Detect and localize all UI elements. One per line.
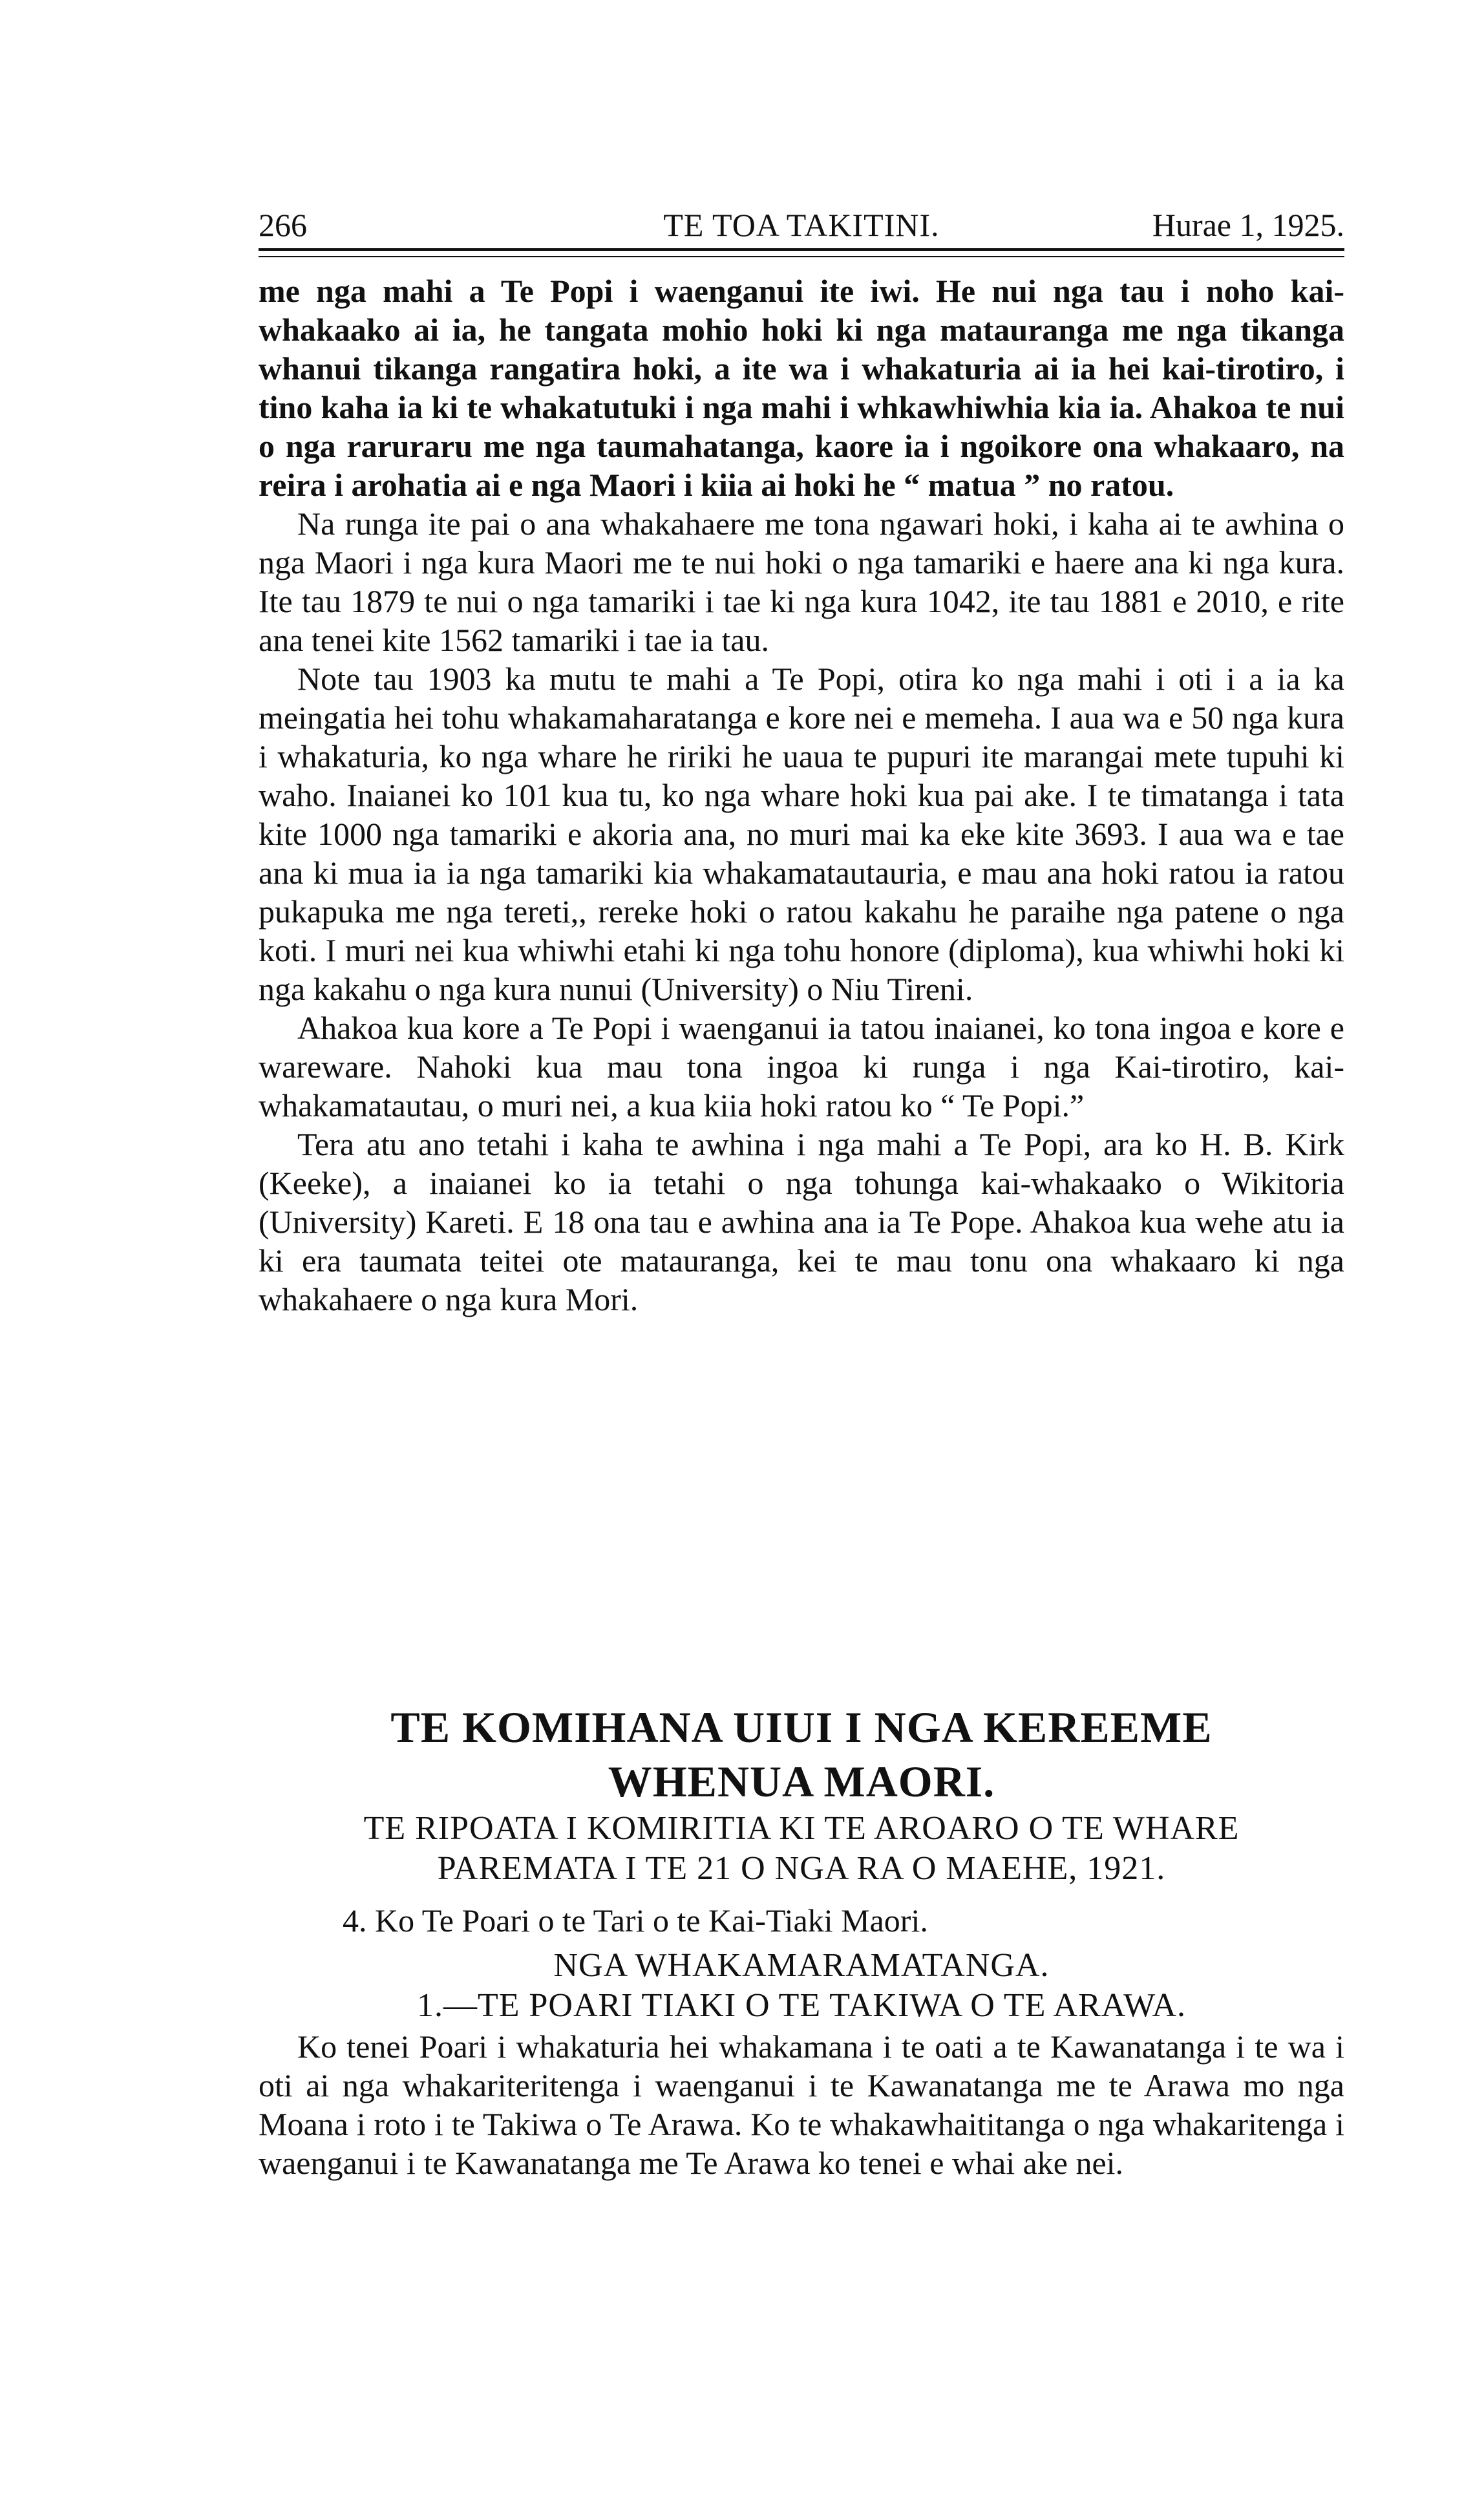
header-rule-thick bbox=[259, 248, 1344, 251]
paragraph-5: Tera atu ano tetahi i kaha te awhina i nga mahi a Te Popi, ara ko H. B. Kirk (Keeke), a inaianei ko ia tetahi o nga tohunga kai-whakaako o Wikitoria (University) Kareti. E 18 ona tau e awhina ana ia Te Pope. Ahakoa kua wehe atu ia ki era taumata teitei ote matauranga, kei te mau tonu ona whakaaro ki nga whakahaere o nga kura Mori. bbox=[259, 1126, 1344, 1317]
subheading-1: NGA WHAKAMARAMATANGA. bbox=[553, 1947, 1050, 1984]
final-section bbox=[259, 2027, 1344, 2182]
page-number: 266 bbox=[259, 207, 307, 243]
paragraph-4: Ahakoa kua kore a Te Popi i waenganui ia tatou inaianei, ko tona ingoa e kore e wareware. Nahoki kua mau tona ingoa ki runga i nga Kai-tirotiro, kai-whakamatautau, o muri nei, a kua kiia hoki ratou ko “ Te Popi.” bbox=[259, 1010, 1344, 1123]
section-item-text: 4. Ko Te Poari o te Tari o te Kai-Tiaki Maori. bbox=[343, 1902, 928, 1939]
section-title-line-2: WHENUA MAORI. bbox=[608, 1757, 995, 1806]
section-header bbox=[259, 1700, 1344, 1889]
section-subtitle-line-2: PAREMATA I TE 21 O NGA RA O MAEHE, 1921. bbox=[437, 1850, 1166, 1887]
paragraph-3: Note tau 1903 ka mutu te mahi a Te Popi, otira ko nga mahi i oti i a ia ka meingatia hei tohu whakamaharatanga e kore nei e memeha. I aua wa e 50 nga kura i whakaturia, ko nga whare he ririki he uaua te pupuri ite marangai mete tupuhi ki waho. Inaianei ko 101 kua tu, ko nga whare hoki kua pai ake. I te timatanga i tata kite 1000 nga tamariki e akoria ana, no muri mai ka eke kite 3693. I aua wa e tae ana ki mua ia ia nga tamariki kia whakamatautauria, e mau ana hoki ratou ia ratou pukapuka me nga tereti,, rereke hoki o ratou kakahu he paraihe nga patene o nga koti. I muri nei kua whiwhi etahi ki nga tohu honore (diploma), kua whiwhi hoki ki nga kakahu o nga kura nunui (University) o Niu Tireni. bbox=[259, 661, 1344, 1007]
section-title-line-1: TE KOMIHANA UIUI I NGA KEREEME bbox=[390, 1703, 1213, 1752]
running-header bbox=[259, 206, 1344, 244]
section-subtitle-line-1: TE RIPOATA I KOMIRITIA KI TE AROARO O TE WHARE bbox=[363, 1810, 1240, 1847]
journal-title: TE TOA TAKITINI. bbox=[663, 207, 940, 243]
issue-date: Hurae 1, 1925. bbox=[1152, 207, 1344, 243]
article-body bbox=[259, 271, 1344, 1319]
paragraph-2: Na runga ite pai o ana whakahaere me tona ngawari hoki, i kaha ai te awhina o nga Maori i nga kura Maori me te nui hoki o nga tamariki e haere ana ki nga kura. Ite tau 1879 te nui o nga tamariki i tae ki nga kura 1042, ite tau 1881 e 2010, e rite ana tenei kite 1562 tamariki i tae ia tau. bbox=[259, 505, 1344, 658]
subheading-2: 1.—TE POARI TIAKI O TE TAKIWA O TE ARAWA. bbox=[416, 1987, 1187, 2024]
header-rule-thin bbox=[259, 256, 1344, 257]
section-item bbox=[259, 1900, 1344, 1941]
final-paragraph: Ko tenei Poari i whakaturia hei whakamana i te oati a te Kawanatanga i te wa i oti ai nga whakariteritenga i waenganui i te Kawanatanga me te Arawa mo nga Moana i roto i te Takiwa o Te Arawa. Ko te whakawhaititanga o nga whakaritenga i waenganui i te Kawanatanga me Te Arawa ko tenei e whai ake nei. bbox=[259, 2028, 1344, 2181]
paragraph-1: me nga mahi a Te Popi i waenganui ite iwi. He nui nga tau i noho kai-whakaako ai ia, he tangata mohio hoki ki nga matauranga me nga tikanga whanui tikanga rangatira hoki, a ite wa i whakaturia ai ia hei kai-tirotiro, i tino kaha ia ki te whakatutuki i nga mahi i whkawhiwhia kia ia. Ahakoa te nui o nga raruraru me nga taumahatanga, kaore ia i ngoikore ona whakaaro, na reira i arohatia ai e nga Maori i kiia ai hoki he “ matua ” no ratou. bbox=[259, 273, 1344, 503]
